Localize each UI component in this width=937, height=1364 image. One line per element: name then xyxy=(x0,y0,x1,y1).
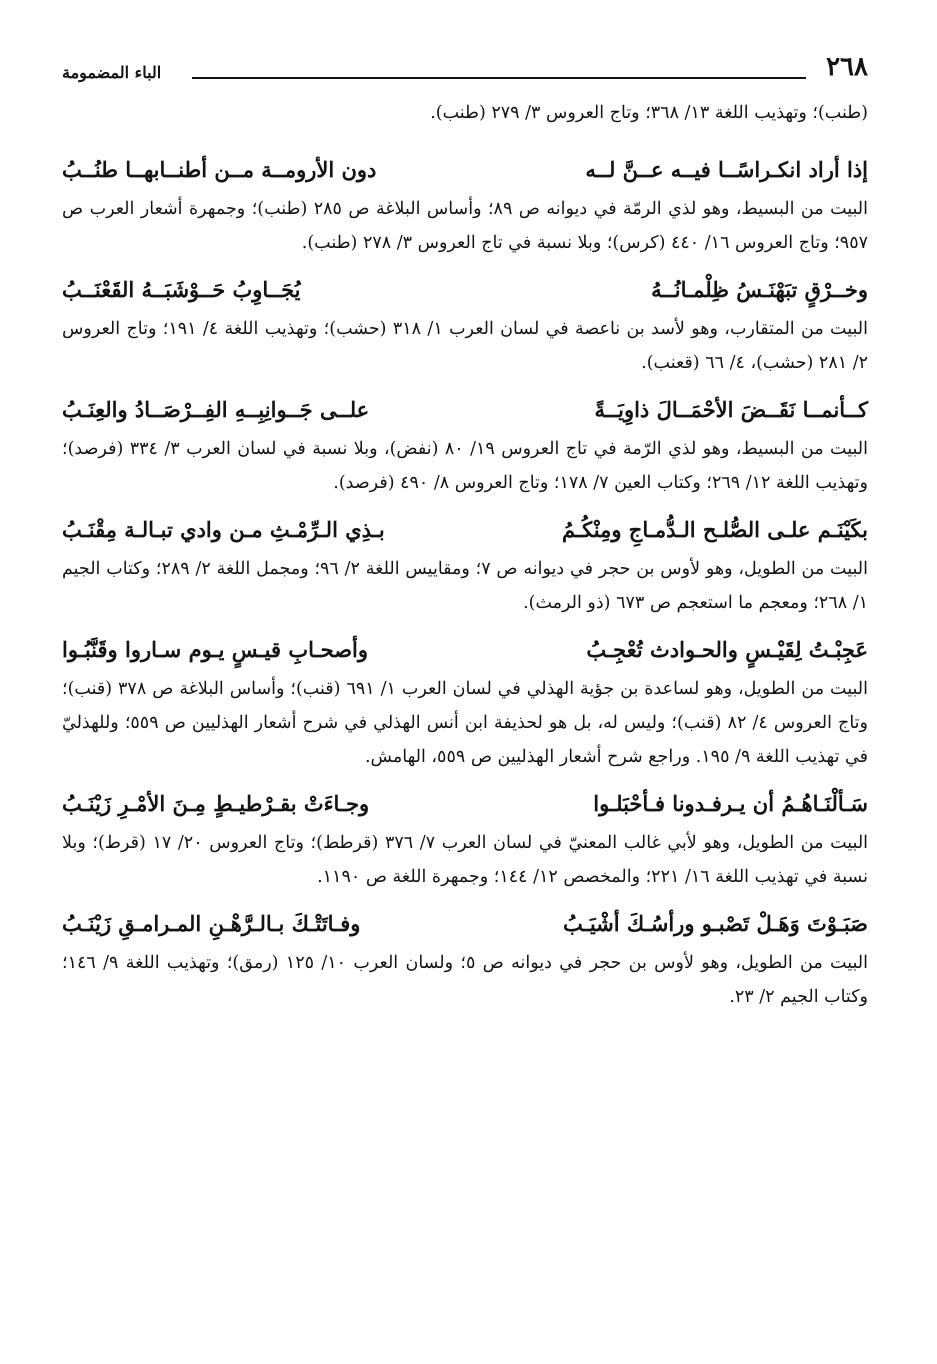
verse-commentary: البيت من الطويل، وهو لأوس بن حجر في ديوانه ص ٥؛ ولسان العرب ١٠/ ١٢٥ (رمق)؛ وتهذيب اللغة ٩/ ١٤٦؛ وكتاب الجيم ٢/ ٢٣. xyxy=(62,952,868,1007)
verse-entry xyxy=(62,268,868,380)
verse-commentary: البيت من الطويل، وهو لساعدة بن جؤية الهذلي في لسان العرب ١/ ٦٩١ (قنب)؛ وأساس البلاغة ص ٣٧٨ (قنب)؛ وتاج العروس ٤/ ٨٢ (قنب)؛ وليس له، بل هو لحذيفة ابن أنس الهذلي في شرح أشعار الهذليين ص ٥٥٩؛ وللهذليّ في تهذيب اللغة ٩/ ١٩٥. وراجع شرح أشعار الهذليين ص ٥٥٩، الهامش. xyxy=(62,678,869,767)
verse-first-hemistich: بكَيْنَـم علـى الصُّلـح الـدُّمـاجِ ومِنْكُـمُ xyxy=(562,516,868,542)
verse-commentary: البيت من الطويل، وهو لأوس بن حجر في ديوانه ص ٧؛ ومقاييس اللغة ٢/ ٩٦؛ ومجمل اللغة ٢/ ٢٨٩؛ وكتاب الجيم ١/ ٢٦٨؛ ومعجم ما استعجم ص ٦٧٣ (ذو الرمث). xyxy=(62,558,868,613)
verse-first-hemistich: إذا أراد انكـراسًــا فيــه عــنَّ لــه xyxy=(585,156,868,182)
verse-line xyxy=(62,902,868,946)
verse-first-hemistich: صَبَـوْتَ وَهَـلْ تَصْبـو ورأسُـكَ أشْيَـبُ xyxy=(563,910,868,936)
verse-second-hemistich: يُجَــاوِبُ حَــوْشَبَــهُ القَعْنَــبُ xyxy=(62,276,301,302)
verse-line xyxy=(62,782,868,826)
running-title: الباء المضمومة xyxy=(62,63,162,82)
verse-commentary: البيت من الطويل، وهو لأبي غالب المعنيّ في لسان العرب ٧/ ٣٧٦ (قرطط)؛ وتاج العروس ٢٠/ ١٧ (قرط)؛ وبلا نسبة في تهذيب اللغة ١٦/ ٢٢١؛ والمخصص ١٢/ ١٤٤؛ وجمهرة اللغة ص ١١٩٠. xyxy=(62,832,869,887)
verse-entry xyxy=(62,388,868,500)
verse-first-hemistich: عَجِبْـتُ لِقَيْـسٍ والحـوادث تُعْجِـبُ xyxy=(586,636,868,662)
verse-first-hemistich: سَـألْنَـاهُـمُ أن يـرفـدونا فـأحْبَلـوا xyxy=(593,790,868,816)
verse-second-hemistich: وفـاتَتْـكَ بـالـرَّهْـنِ المـرامـقِ زَيْنَـبُ xyxy=(62,910,361,936)
verse-entry xyxy=(62,782,868,894)
verse-line xyxy=(62,268,868,312)
continued-commentary: (طنب)؛ وتهذيب اللغة ١٣/ ٣٦٨؛ وتاج العروس ٣/ ٢٧٩ (طنب). xyxy=(430,103,868,123)
page-number: ٢٦٨ xyxy=(826,52,868,82)
verse-second-hemistich: وأصحـابِ قيـسٍ يـوم سـاروا وقَنَّبُـوا xyxy=(62,636,369,662)
book-page xyxy=(62,50,868,1014)
verse-line xyxy=(62,628,868,672)
verse-entry xyxy=(62,508,868,620)
verse-second-hemistich: وجـاءَتْ بقـرْطيـطٍ مِـنَ الأمْـرِ زَيْنَـبُ xyxy=(62,790,370,816)
verse-commentary: البيت من البسيط، وهو لذي الرّمة في تاج العروس ١٩/ ٨٠ (نفض)، وبلا نسبة في لسان العرب ٣/ ٣٣٤ (فرصد)؛ وتهذيب اللغة ١٢/ ٢٦٩؛ وكتاب العين ٧/ ١٧٨؛ وتاج العروس ٨/ ٤٩٠ (فرصد). xyxy=(62,438,868,493)
verse-entry xyxy=(62,628,868,774)
verse-entry xyxy=(62,148,868,260)
verse-line xyxy=(62,388,868,432)
verse-entry xyxy=(62,902,868,1014)
verse-second-hemistich: بـذِي الـرِّمْـثِ مـن وادي تبـالـة مِقْنَـبُ xyxy=(62,516,385,542)
page-header xyxy=(62,50,868,90)
verse-first-hemistich: كــأنمــا نَقَــضَ الأحْمَــالَ ذاوِيَــةً xyxy=(594,396,868,422)
header-rule xyxy=(192,77,806,79)
verse-commentary: البيت من البسيط، وهو لذي الرمّة في ديوانه ص ٨٩؛ وأساس البلاغة ص ٢٨٥ (طنب)؛ وجمهرة أشعار العرب ص ٩٥٧؛ وتاج العروس ١٦/ ٤٤٠ (كرس)؛ وبلا نسبة في تاج العروس ٣/ ٢٧٨ (طنب). xyxy=(62,198,869,253)
verse-second-hemistich: علــى جَــوانِبِــهِ الفِــرْصَــادُ والعِنَـبُ xyxy=(62,396,370,422)
verse-line xyxy=(62,148,868,192)
verse-commentary: البيت من المتقارب، وهو لأسد بن ناعصة في لسان العرب ١/ ٣١٨ (حشب)؛ وتهذيب اللغة ٤/ ١٩١؛ وتاج العروس ٢/ ٢٨١ (حشب)، ٤/ ٦٦ (قعنب). xyxy=(62,318,868,373)
verse-line xyxy=(62,508,868,552)
verse-first-hemistich: وخــرْقٍ تبَهْنَـسُ ظِلْمـانُــهُ xyxy=(651,276,868,302)
verse-second-hemistich: دون الأرومــة مــن أطنــابهــا طنُــبُ xyxy=(62,156,377,182)
